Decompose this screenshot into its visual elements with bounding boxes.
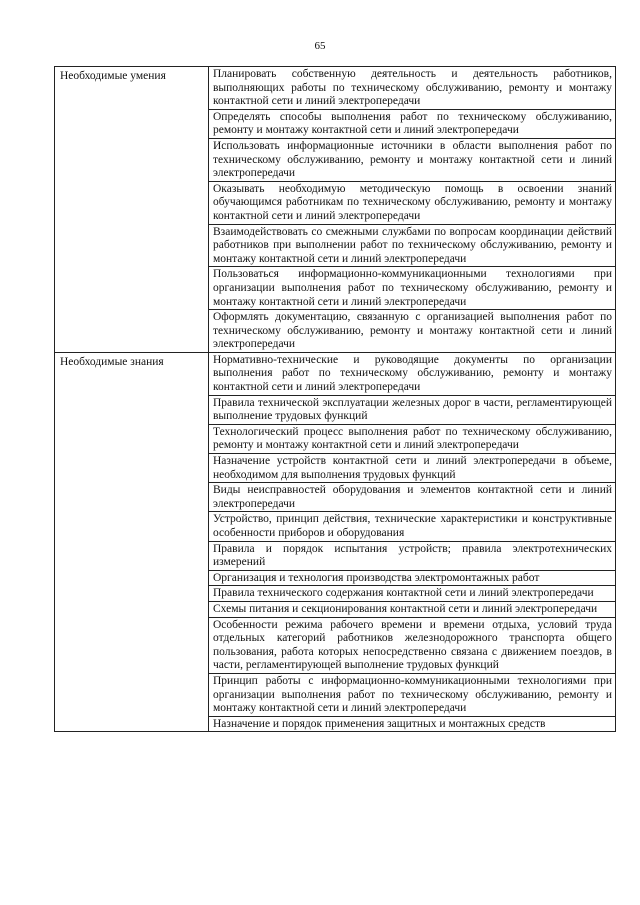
table-row <box>55 67 616 110</box>
requirement-item: Оформлять документацию, связанную с организацией выполнения работ по техническому обслуживанию, ремонту и монтажу контактной сети и линий электропередачи <box>209 310 616 353</box>
requirement-item: Определять способы выполнения работ по техническому обслуживанию, ремонту и монтажу контактной сети и линий электропередачи <box>209 109 616 138</box>
requirement-item: Использовать информационные источники в области выполнения работ по техническому обслуживанию, ремонту и монтажу контактной сети и линий электропередачи <box>209 138 616 181</box>
requirements-table <box>54 66 616 732</box>
requirement-item: Технологический процесс выполнения работ по техническому обслуживанию, ремонту и монтажу контактной сети и линий электропередачи <box>209 424 616 453</box>
requirement-item: Назначение и порядок применения защитных и монтажных средств <box>209 716 616 732</box>
requirements-table-body <box>55 67 616 732</box>
requirement-item: Взаимодействовать со смежными службами по вопросам координации действий работников при выполнении работ по техническому обслуживанию, ремонту и монтажу контактной сети и линий электропередачи <box>209 224 616 267</box>
requirement-item: Организация и технология производства электромонтажных работ <box>209 570 616 586</box>
requirement-item: Назначение устройств контактной сети и линий электропередачи в объеме, необходимом для выполнения трудовых функций <box>209 454 616 483</box>
requirement-item: Особенности режима рабочего времени и времени отдыха, условий труда отдельных категорий работников железнодорожного транспорта общего пользования, работа которых непосредственно связана с движением поездов, в части, регламентирующей выполнение трудовых функций <box>209 617 616 673</box>
requirement-item: Планировать собственную деятельность и деятельность работников, выполняющих работы по техническому обслуживанию, ремонту и монтажу контактной сети и линий электропередачи <box>209 67 616 110</box>
requirement-item: Виды неисправностей оборудования и элементов контактной сети и линий электропередачи <box>209 483 616 512</box>
requirement-item: Устройство, принцип действия, технические характеристики и конструктивные особенности приборов и оборудования <box>209 512 616 541</box>
section-label: Необходимые знания <box>55 352 209 731</box>
requirement-item: Схемы питания и секционирования контактной сети и линий электропередачи <box>209 601 616 617</box>
requirement-item: Нормативно-технические и руководящие документы по организации выполнения работ по техническому обслуживанию, ремонту и монтажу контактной сети и линий электропередачи <box>209 352 616 395</box>
table-row <box>55 352 616 395</box>
requirement-item: Правила и порядок испытания устройств; правила электротехнических измерений <box>209 541 616 570</box>
page-number: 65 <box>314 40 326 52</box>
section-label: Необходимые умения <box>55 67 209 353</box>
requirement-item: Правила технической эксплуатации железных дорог в части, регламентирующей выполнение трудовых функций <box>209 395 616 424</box>
requirement-item: Правила технического содержания контактной сети и линий электропередачи <box>209 586 616 602</box>
requirement-item: Оказывать необходимую методическую помощь в освоении знаний обучающимся работникам по техническому обслуживанию, ремонту и монтажу контактной сети и линий электропередачи <box>209 181 616 224</box>
requirement-item: Принцип работы с информационно-коммуникационными технологиями при организации выполнения работ по техническому обслуживанию, ремонту и монтажу контактной сети и линий электропередачи <box>209 673 616 716</box>
requirement-item: Пользоваться информационно-коммуникационными технологиями при организации выполнения работ по техническому обслуживанию, ремонту и монтажу контактной сети и линий электропередачи <box>209 267 616 310</box>
